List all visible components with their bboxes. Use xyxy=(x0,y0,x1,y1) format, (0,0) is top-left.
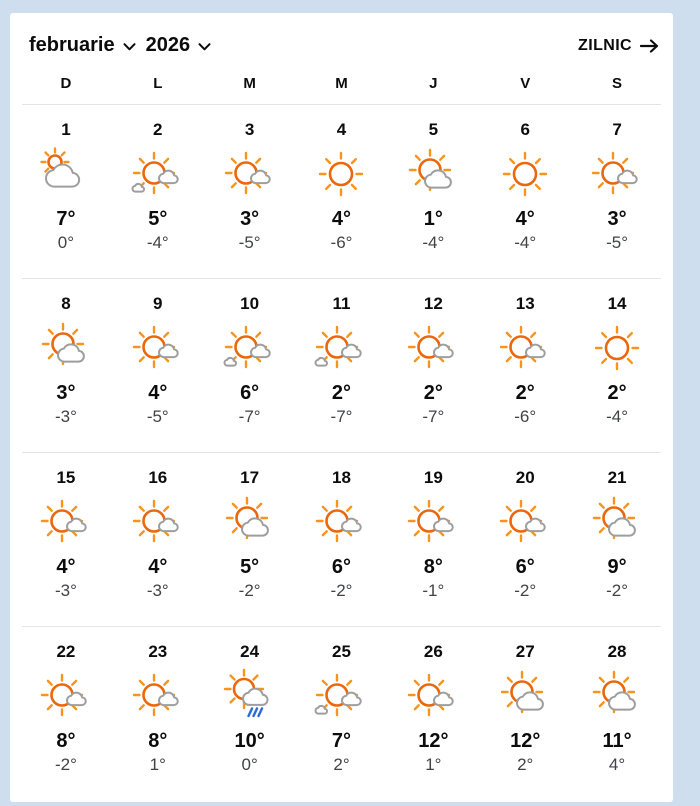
month-label: februarie xyxy=(29,34,115,56)
day-number: 20 xyxy=(515,468,535,487)
low-temp: -6° xyxy=(330,233,353,253)
day-number: 18 xyxy=(332,468,351,487)
calendar-grid xyxy=(10,104,673,800)
day-cell[interactable] xyxy=(20,627,112,800)
high-temp: 3° xyxy=(607,208,627,231)
partly-sunny-scattered-icon xyxy=(126,146,190,204)
low-temp: 4° xyxy=(608,755,626,775)
day-cell[interactable] xyxy=(204,105,296,278)
day-cell[interactable] xyxy=(296,627,388,800)
partly-sunny-icon xyxy=(126,494,190,552)
week-row xyxy=(10,453,673,626)
weekday-label: L xyxy=(153,75,163,92)
chevron-down-icon xyxy=(198,43,211,51)
day-number: 10 xyxy=(240,294,260,313)
chevron-down-icon xyxy=(123,43,136,51)
partly-sunny-scattered-icon xyxy=(218,320,282,378)
day-cell[interactable] xyxy=(479,627,571,800)
day-number: 7 xyxy=(612,120,622,139)
daily-view-label: ZILNIC xyxy=(578,36,632,54)
day-number: 6 xyxy=(520,120,530,139)
low-temp: -7° xyxy=(330,407,353,427)
high-temp: 2° xyxy=(331,382,352,405)
day-cell[interactable] xyxy=(112,627,204,800)
weekday-label: J xyxy=(429,75,438,92)
intermittent-clouds-icon xyxy=(585,494,649,552)
day-number: 9 xyxy=(153,294,163,313)
high-temp: 4° xyxy=(56,556,76,579)
low-temp: -6° xyxy=(514,407,537,427)
sunny-icon xyxy=(585,320,649,378)
day-number: 11 xyxy=(332,294,351,313)
day-cell[interactable] xyxy=(479,105,571,278)
low-temp: -4° xyxy=(146,233,169,253)
day-number: 12 xyxy=(423,294,443,313)
day-number: 16 xyxy=(148,468,168,487)
partly-sunny-icon xyxy=(401,320,465,378)
high-temp: 8° xyxy=(148,730,168,753)
partly-sunny-icon xyxy=(401,494,465,552)
high-temp: 8° xyxy=(56,730,76,753)
day-number: 3 xyxy=(244,120,255,139)
weekday-label: M xyxy=(335,75,348,92)
weekday-header-row xyxy=(10,61,673,104)
high-temp: 5° xyxy=(148,208,168,231)
day-number: 2 xyxy=(153,120,163,139)
partly-sunny-icon xyxy=(585,146,649,204)
weekday-label: D xyxy=(60,75,72,92)
day-cell[interactable] xyxy=(112,279,204,452)
high-temp: 8° xyxy=(423,556,443,579)
day-number: 5 xyxy=(428,120,439,139)
intermittent-clouds-icon xyxy=(401,146,465,204)
high-temp: 7° xyxy=(331,730,352,753)
low-temp: -2° xyxy=(54,755,77,775)
high-temp: 7° xyxy=(56,208,76,231)
high-temp: 4° xyxy=(148,556,168,579)
low-temp: 0° xyxy=(241,755,258,775)
sunny-icon xyxy=(309,146,373,204)
day-number: 4 xyxy=(336,120,347,139)
calendar-header xyxy=(10,13,673,61)
day-cell[interactable] xyxy=(387,453,479,626)
partly-sunny-icon xyxy=(34,494,98,552)
high-temp: 4° xyxy=(331,208,352,231)
high-temp: 9° xyxy=(607,556,627,579)
day-cell[interactable] xyxy=(571,627,663,800)
day-cell[interactable] xyxy=(20,279,112,452)
low-temp: -2° xyxy=(606,581,629,601)
high-temp: 4° xyxy=(148,382,168,405)
day-cell[interactable] xyxy=(112,105,204,278)
day-cell[interactable] xyxy=(204,627,296,800)
low-temp: -7° xyxy=(238,407,261,427)
day-cell[interactable] xyxy=(112,453,204,626)
day-cell[interactable] xyxy=(571,105,663,278)
high-temp: 2° xyxy=(423,382,443,405)
day-number: 13 xyxy=(515,294,535,313)
week-row xyxy=(10,105,673,278)
low-temp: -3° xyxy=(54,581,77,601)
low-temp: -7° xyxy=(422,407,445,427)
day-number: 15 xyxy=(56,468,76,487)
high-temp: 12° xyxy=(510,730,541,753)
partly-sunny-icon xyxy=(401,668,465,726)
partly-sunny-icon xyxy=(493,320,557,378)
day-number: 17 xyxy=(240,468,260,487)
low-temp: 0° xyxy=(57,233,75,253)
low-temp: -1° xyxy=(422,581,445,601)
day-cell[interactable] xyxy=(387,627,479,800)
high-temp: 12° xyxy=(418,730,449,753)
high-temp: 1° xyxy=(423,208,443,231)
partly-sunny-icon xyxy=(34,668,98,726)
low-temp: -4° xyxy=(422,233,445,253)
low-temp: -4° xyxy=(514,233,537,253)
intermittent-clouds-icon xyxy=(493,668,557,726)
low-temp: -3° xyxy=(54,407,77,427)
weekday-label: M xyxy=(243,75,256,92)
high-temp: 6° xyxy=(515,556,535,579)
partly-sunny-scattered-icon xyxy=(309,320,373,378)
day-cell[interactable] xyxy=(387,105,479,278)
day-number: 19 xyxy=(423,468,443,487)
high-temp: 11° xyxy=(602,730,632,753)
partly-sunny-scattered-icon xyxy=(309,668,373,726)
high-temp: 6° xyxy=(240,382,260,405)
day-number: 26 xyxy=(423,642,443,661)
month-selector[interactable] xyxy=(29,34,136,57)
day-cell[interactable] xyxy=(479,279,571,452)
high-temp: 3° xyxy=(240,208,260,231)
year-label: 2026 xyxy=(145,34,191,56)
day-cell[interactable] xyxy=(204,279,296,452)
day-cell[interactable] xyxy=(571,453,663,626)
weekday-label: S xyxy=(612,75,623,92)
partly-sunny-icon xyxy=(493,494,557,552)
low-temp: -2° xyxy=(330,581,353,601)
day-cell[interactable] xyxy=(296,279,388,452)
day-cell[interactable] xyxy=(571,279,663,452)
intermittent-clouds-icon xyxy=(218,494,282,552)
low-temp: -5° xyxy=(146,407,169,427)
high-temp: 5° xyxy=(240,556,260,579)
day-number: 21 xyxy=(607,468,627,487)
calendar-card xyxy=(10,13,673,802)
weekday-label: V xyxy=(520,75,531,92)
high-temp: 2° xyxy=(607,382,627,405)
week-row xyxy=(10,279,673,452)
partly-sunny-rain-icon xyxy=(218,668,282,726)
day-cell[interactable] xyxy=(387,279,479,452)
partly-sunny-icon xyxy=(126,320,190,378)
low-temp: -3° xyxy=(146,581,169,601)
low-temp: -5° xyxy=(238,233,261,253)
daily-view-link[interactable] xyxy=(578,37,659,55)
arrow-right-icon xyxy=(640,39,659,53)
high-temp: 10° xyxy=(234,730,265,753)
day-cell[interactable] xyxy=(479,453,571,626)
low-temp: -2° xyxy=(514,581,537,601)
day-cell[interactable] xyxy=(20,453,112,626)
day-cell[interactable] xyxy=(296,105,388,278)
sunny-icon xyxy=(493,146,557,204)
low-temp: 1° xyxy=(149,755,166,775)
partly-sunny-icon xyxy=(126,668,190,726)
day-number: 8 xyxy=(61,294,71,313)
high-temp: 3° xyxy=(56,382,76,405)
day-number: 23 xyxy=(148,642,168,661)
day-cell[interactable] xyxy=(296,453,388,626)
day-cell[interactable] xyxy=(204,453,296,626)
intermittent-clouds-icon xyxy=(34,320,98,378)
low-temp: -5° xyxy=(606,233,629,253)
low-temp: -4° xyxy=(606,407,629,427)
high-temp: 6° xyxy=(331,556,352,579)
low-temp: 1° xyxy=(425,755,442,775)
day-number: 1 xyxy=(61,120,71,139)
high-temp: 2° xyxy=(515,382,535,405)
partly-sunny-icon xyxy=(218,146,282,204)
partly-sunny-icon xyxy=(309,494,373,552)
high-temp: 4° xyxy=(515,208,535,231)
day-number: 28 xyxy=(607,642,627,661)
intermittent-clouds-icon xyxy=(585,668,649,726)
day-number: 14 xyxy=(607,294,627,313)
day-number: 27 xyxy=(515,642,535,661)
day-cell[interactable] xyxy=(20,105,112,278)
year-selector[interactable] xyxy=(146,34,212,57)
low-temp: -2° xyxy=(238,581,261,601)
day-number: 22 xyxy=(56,642,76,661)
day-number: 24 xyxy=(240,642,260,661)
low-temp: 2° xyxy=(333,755,350,775)
week-row xyxy=(10,627,673,800)
low-temp: 2° xyxy=(517,755,534,775)
day-number: 25 xyxy=(332,642,351,661)
mostly-cloudy-icon xyxy=(34,146,98,204)
